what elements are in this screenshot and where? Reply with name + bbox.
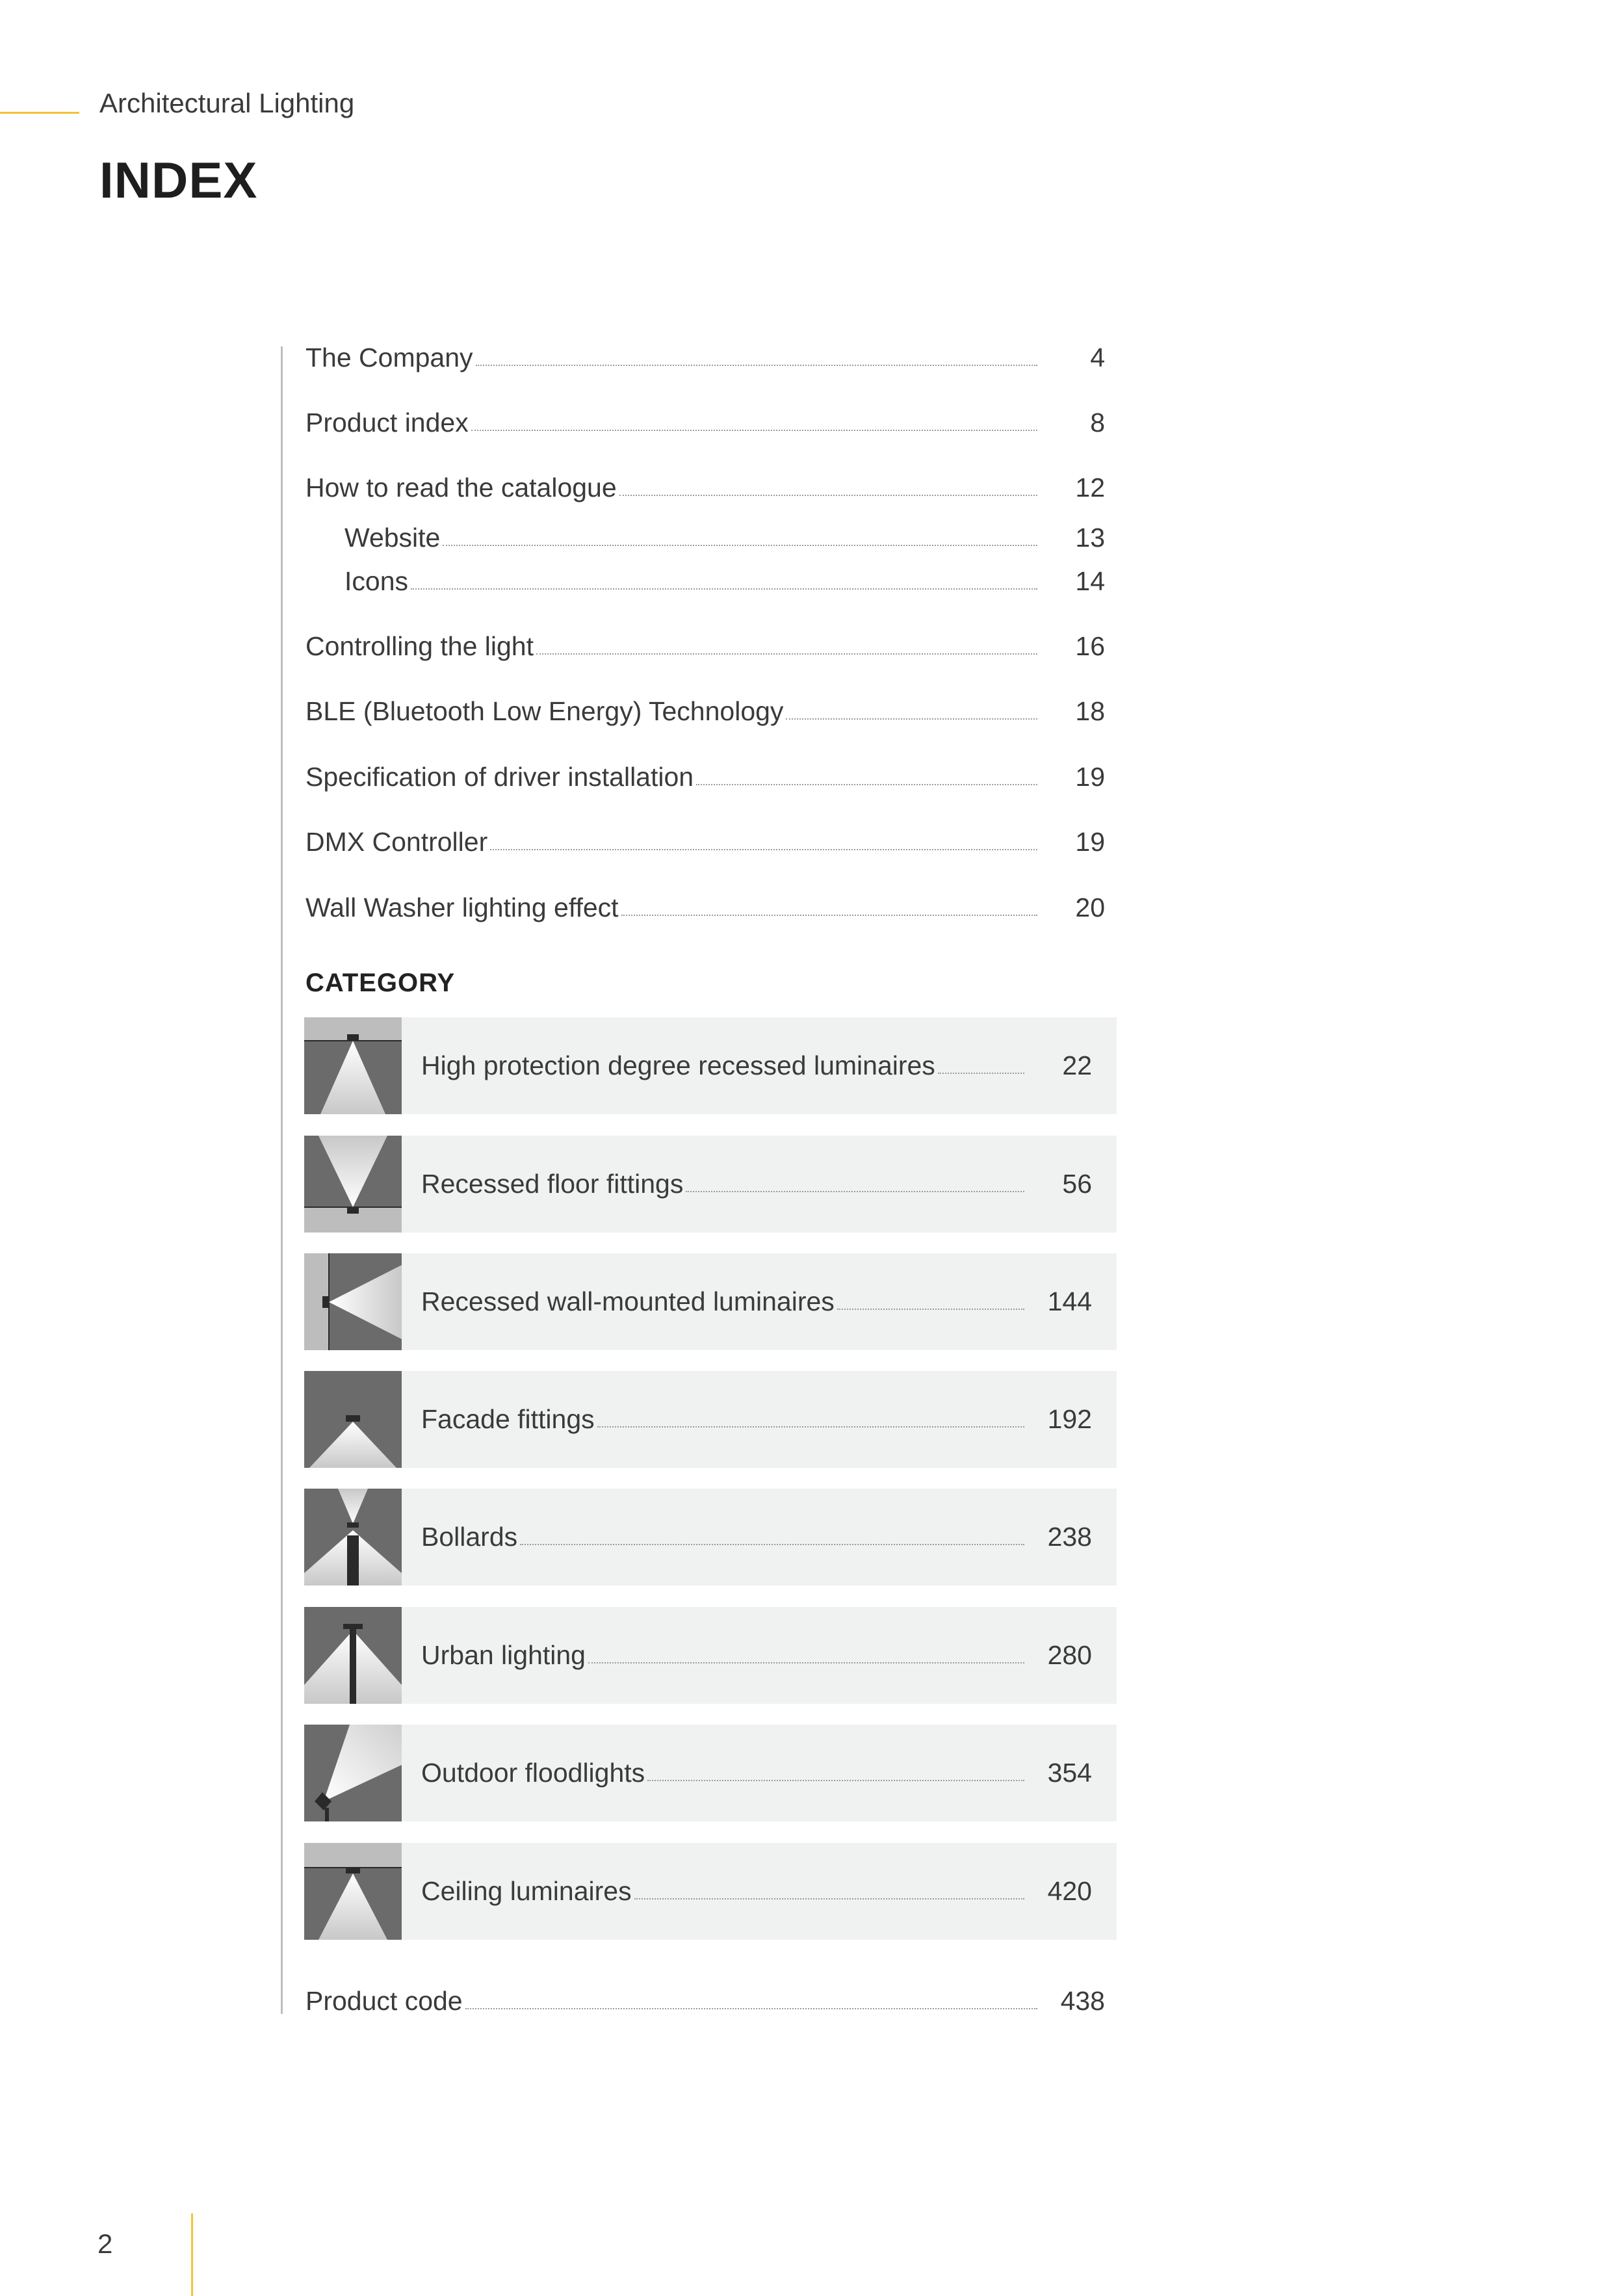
- leader-dots: [686, 1191, 1024, 1192]
- leader-dots: [471, 430, 1037, 431]
- toc-label: Wall Washer lighting effect: [305, 892, 619, 922]
- category-row-recessed-wall[interactable]: [304, 1253, 1117, 1350]
- toc-entry-driver-installation[interactable]: [305, 757, 1105, 796]
- category-page-number: 56: [1062, 1168, 1092, 1199]
- toc-page-number: 12: [1075, 472, 1105, 502]
- category-label: High protection degree recessed luminaires: [421, 1050, 935, 1080]
- toc-page-number: 19: [1075, 826, 1105, 857]
- category-entry: [421, 1164, 1092, 1203]
- category-label: Facade fittings: [421, 1403, 595, 1434]
- leader-dots: [696, 784, 1037, 785]
- category-label: Recessed wall-mounted luminaires: [421, 1286, 835, 1316]
- toc-label: Product code: [305, 1985, 463, 2016]
- toc-page-number: 19: [1075, 761, 1105, 792]
- category-entry: [421, 1753, 1092, 1792]
- category-heading: CATEGORY: [305, 969, 456, 997]
- toc-entry-controlling-light[interactable]: [305, 627, 1105, 666]
- toc-page-number: 4: [1090, 342, 1105, 372]
- toc-page-number: 16: [1075, 631, 1105, 661]
- category-label: Urban lighting: [421, 1639, 586, 1670]
- leader-dots: [938, 1073, 1024, 1074]
- section-title: Architectural Lighting: [99, 88, 355, 118]
- leader-dots: [597, 1426, 1024, 1428]
- urban-lighting-icon: [304, 1607, 402, 1704]
- page-heading: INDEX: [99, 151, 258, 209]
- leader-dots: [621, 915, 1037, 916]
- recessed-wall-icon: [304, 1253, 402, 1350]
- floodlight-icon: [304, 1725, 402, 1821]
- category-row-facade[interactable]: [304, 1371, 1117, 1468]
- header-accent-rule: [0, 112, 79, 114]
- category-entry: [421, 1400, 1092, 1439]
- toc-label: BLE (Bluetooth Low Energy) Technology: [305, 696, 784, 726]
- toc-entry-ble[interactable]: [305, 692, 1105, 731]
- category-page-number: 280: [1047, 1639, 1092, 1670]
- leader-dots: [619, 495, 1037, 496]
- leader-dots: [536, 653, 1037, 655]
- toc-page-number: 18: [1075, 696, 1105, 726]
- category-page-number: 192: [1047, 1403, 1092, 1434]
- leader-dots: [476, 365, 1037, 366]
- category-row-outdoor-floodlights[interactable]: [304, 1725, 1117, 1821]
- page-number: 2: [97, 2228, 113, 2259]
- toc-entry-product-code[interactable]: [305, 1981, 1105, 2020]
- leader-dots: [588, 1662, 1024, 1663]
- leader-dots: [411, 588, 1037, 590]
- toc-label: Specification of driver installation: [305, 761, 694, 792]
- category-entry: [421, 1046, 1092, 1085]
- ceiling-luminaire-icon: [304, 1843, 402, 1940]
- category-label: Bollards: [421, 1521, 518, 1552]
- category-page-number: 238: [1047, 1521, 1092, 1552]
- leader-dots: [647, 1780, 1024, 1781]
- category-row-ceiling-luminaires[interactable]: [304, 1843, 1117, 1940]
- category-label: Ceiling luminaires: [421, 1875, 632, 1906]
- category-page-number: 420: [1047, 1875, 1092, 1906]
- toc-page-number: 20: [1075, 892, 1105, 922]
- leader-dots: [443, 545, 1037, 546]
- facade-icon: [304, 1371, 402, 1468]
- bollard-icon: [304, 1489, 402, 1585]
- category-label: Recessed floor fittings: [421, 1168, 684, 1199]
- category-label: Outdoor floodlights: [421, 1757, 645, 1788]
- toc-entry-how-to-read[interactable]: [305, 468, 1105, 507]
- toc-entry-product-index[interactable]: [305, 403, 1105, 442]
- footer-accent-rule: [191, 2213, 193, 2296]
- toc-label: Icons: [344, 566, 408, 596]
- toc-entry-dmx-controller[interactable]: [305, 822, 1105, 861]
- leader-dots: [634, 1898, 1024, 1899]
- toc-page-number: 14: [1075, 566, 1105, 596]
- recessed-high-protection-icon: [304, 1017, 402, 1114]
- toc-entry-icons[interactable]: [344, 562, 1105, 601]
- leader-dots: [465, 2008, 1037, 2009]
- leader-dots: [490, 849, 1037, 850]
- leader-dots: [520, 1544, 1024, 1545]
- leader-dots: [786, 718, 1037, 720]
- category-row-bollards[interactable]: [304, 1489, 1117, 1585]
- toc-entry-the-company[interactable]: [305, 338, 1105, 377]
- category-entry: [421, 1282, 1092, 1321]
- recessed-floor-icon: [304, 1136, 402, 1233]
- toc-page-number: 438: [1060, 1985, 1105, 2016]
- toc-label: Controlling the light: [305, 631, 534, 661]
- category-page-number: 144: [1047, 1286, 1092, 1316]
- toc-entry-wall-washer[interactable]: [305, 888, 1105, 927]
- toc-label: How to read the catalogue: [305, 472, 617, 502]
- toc-label: Website: [344, 522, 441, 553]
- category-row-recessed-floor[interactable]: [304, 1136, 1117, 1233]
- category-row-urban-lighting[interactable]: [304, 1607, 1117, 1704]
- category-row-recessed-high-protection[interactable]: [304, 1017, 1117, 1114]
- toc-label: Product index: [305, 407, 469, 437]
- toc-entry-website[interactable]: [344, 518, 1105, 557]
- category-entry: [421, 1872, 1092, 1911]
- category-page-number: 354: [1047, 1757, 1092, 1788]
- toc-page-number: 13: [1075, 522, 1105, 553]
- category-entry: [421, 1517, 1092, 1556]
- category-page-number: 22: [1062, 1050, 1092, 1080]
- toc-page-number: 8: [1090, 407, 1105, 437]
- leader-dots: [837, 1309, 1024, 1310]
- toc-vertical-rule: [281, 346, 283, 2014]
- toc-label: DMX Controller: [305, 826, 488, 857]
- toc-label: The Company: [305, 342, 473, 372]
- category-entry: [421, 1636, 1092, 1675]
